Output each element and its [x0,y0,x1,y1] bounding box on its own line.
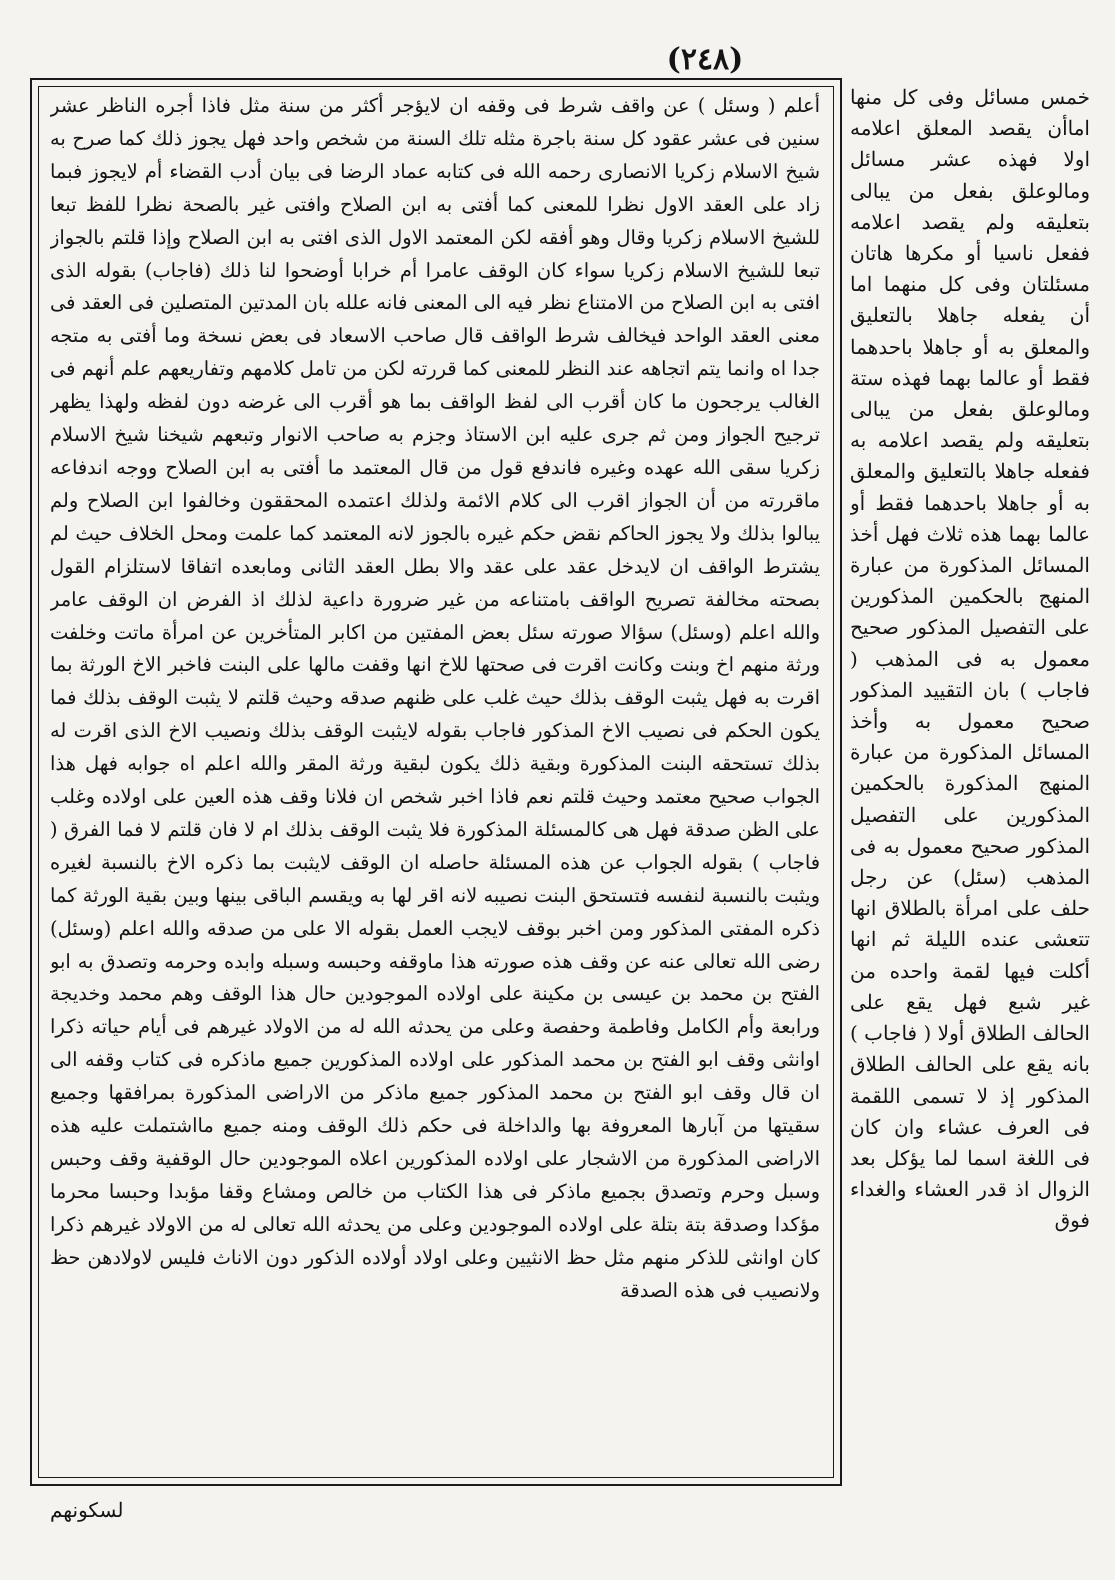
margin-commentary: خمس مسائل وفى كل منها اماأن يقصد المعلق اعلامه اولا فهذه عشر مسائل ومالوعلق بفعل من يبالى بتعليقه ولم يقصد اعلامه ففعل ناسيا أو مكرها هاتان مسئلتان وفى كل منهما اما أن يفعله جاهلا بالتعليق والمعلق به أو جاهلا باحدهما فقط أو عالما بهما فهذه ستة ومالوعلق بفعل من يبالى بتعليقه ولم يقصد اعلامه به ففعله جاهلا بالتعليق والمعلق به أو جاهلا باحدهما فقط أو عالما بهما هذه ثلاث فهل أخذ المسائل المذكورة من عبارة المنهج بالحكمين المذكورين على التفصيل المذكور صحيح معمول به فى المذهب ( فاجاب ) بان التقييد المذكور صحيح معمول به وأخذ المسائل المذكورة من عبارة المنهج المذكورة بالحكمين المذكورين على التفصيل المذكور صحيح معمول به فى المذهب (سئل) عن رجل حلف على امرأة بالطلاق انها تتعشى عنده الليلة ثم انها أكلت فيها لقمة واحده من غير شبع فهل يقع على الحالف الطلاق أولا ( فاجاب ) بانه يقع على الحالف الطلاق المذكور إذ لا تسمى اللقمة فى العرف عشاء وان كان فى اللغة اسما لما يؤكل بعد الزوال اذ قدر العشاء والغداء فوق [850,85,1090,1233]
catchword: لسكونهم [50,1498,124,1522]
page-number: (٢٤٨) [666,42,744,77]
main-text-body: أعلم ( وسئل ) عن واقف شرط فى وقفه ان لايؤجر أكثر من سنة مثل فاذا أجره الناظر عشر سنين فى عشر عقود كل سنة باجرة مثله تلك السنة من شخص واحد فهل يجوز ذلك كما صرح به شيخ الاسلام زكريا الانصارى رحمه الله فى كتابه عماد الرضا فى بيان أدب القضاء أم لايجوز فبما زاد على العقد الاول نظرا للمعنى كما أفتى به ابن الصلاح وافتى غير بالصحة نظرا للفظ تبعا للشيخ الاسلام زكريا وقال وهو أفقه لكن المعتمد الاول الذى افتى به ابن الصلاح وإذا قلتم بالجواز تبعا للشيخ الاسلام زكريا سواء كان الوقف عامرا أم خرابا أوضحوا لنا ذلك (فاجاب) بقوله الذى افتى به ابن الصلاح من الامتناع نظر فيه الى المعنى فانه علله بان المدتين المتصلين فى العقد فى معنى العقد الواحد فيخالف شرط الواقف قال صاحب الاسعاد فى بعض نسخة وما أفتى به متجه جدا اه وانما يتم اتجاهه عند النظر للمعنى كما قررته لكن من تامل كلامهم وتفاريعهم علم أنهم فى الغالب يرجحون ما كان أقرب الى لفظ الواقف بما هو أقرب الى غرضه دون لفظه ولهذا يظهر ترجيح الجواز ومن ثم جرى عليه ابن الاستاذ وجزم به صاحب الانوار وتبعهم شيخنا شيخ الاسلام زكريا سقى الله عهده وغيره فاندفع قول من قال المعتمد ما أفتى به ابن الصلاح ووجه اندفاعه ماقررته من أن الجواز اقرب الى كلام الائمة ولذلك اعتمده المحققون وخالفوا ابن الصلاح ولم يبالوا بذلك ولا يجوز الحاكم نقض حكم غيره بالجوز لانه المعتمد كما علمت ومحل الخلاف حيث لم يشترط الواقف ان لايدخل عقد على عقد والا بطل العقد الثانى ومابعده اتفاقا لاستلزام القول بصحته مخالفة تصريح الواقف بامتناعه من غير ضرورة داعية لذلك اذ الفرض ان الوقف عامر والله اعلم (وسئل) سؤالا صورته سئل بعض المفتين من اكابر المتأخرين عن امرأة ماتت وخلفت ورثة منهم اخ وبنت وكانت اقرت فى صحتها للاخ انها وقفت مالها على البنت فاخبر الاخ الورثة بما اقرت به فهل يثبت الوقف بذلك حيث غلب على ظنهم صدقه وحيث قلتم لا يثبت الوقف بذلك فما يكون الحكم فى نصيب الاخ المذكور فاجاب بقوله لايثبت الوقف بذلك ونصيب الاخ الذى اقرت له بذلك تستحقه البنت المذكورة وبقية ذلك يكون لبقية ورثة المقر والله اعلم اه جوابه فهل هذا الجواب صحيح معتمد وحيث قلتم نعم فاذا اخبر شخص ان فلانا وقف هذه العين على اولاده وغلب على الظن صدقة فهل هى كالمسئلة المذكورة فلا يثبت الوقف بذلك ام لا فان قلتم لا فما الفرق ( فاجاب ) بقوله الجواب عن هذه المسئلة حاصله ان الوقف لايثبت بما ذكره الاخ بالنسبة لغيره ويثبت بالنسبة لنفسه فتستحق البنت نصيبه لانه اقر لها به ويقسم الباقى بينها وبين بقية الورثة كما ذكره المفتى المذكور ومن اخبر بوقف لايجب العمل بقوله الا على من صدقه والله اعلم (وسئل) رضى الله تعالى عنه عن وقف هذه صورته هذا ماوقفه وحبسه وسبله وابده وحرمه وتصدق به ابو الفتح بن محمد بن عيسى بن مكينة على اولاده الموجودين حال هذا الوقف وهم محمد وخديجة ورابعة وأم الكامل وفاطمة وحفصة وعلى من يحدثه الله له من الاولاد غيرهم فى أيام حياته ذكرا اوانثى وقف ابو الفتح بن محمد المذكور على اولاده المذكورين جميع ماذكره فى كتاب وقفه الى ان قال وقف ابو الفتح بن محمد المذكور جميع ماذكر من الاراضى المذكورة بمرافقها وجميع سقيتها من آبارها المعروفة بها والداخلة فى حكم ذلك الوقف ومنه جميع مااشتملت عليه هذه الاراضى المذكورة من الاشجار على اولاده المذكورين اعلاه الموجودين حال الوقفية وقف وحبس وسبل وحرم وتصدق بجميع ماذكر فى هذا الكتاب من خالص ومشاع وقفا مؤبدا وحبسا محرما مؤكدا وصدقة بتة بتلة على اولاده الموجودين وعلى من يحدثه الله تعالى له من الاولاد غيرهم ذكرا كان اوانثى للذكر منهم مثل حظ الانثيين وعلى اولاد أولاده الذكور دون الاناث فليس لاولادهن حظ ولانصيب فى هذه الصدقة [50,94,820,1302]
main-text-frame [30,78,842,1486]
